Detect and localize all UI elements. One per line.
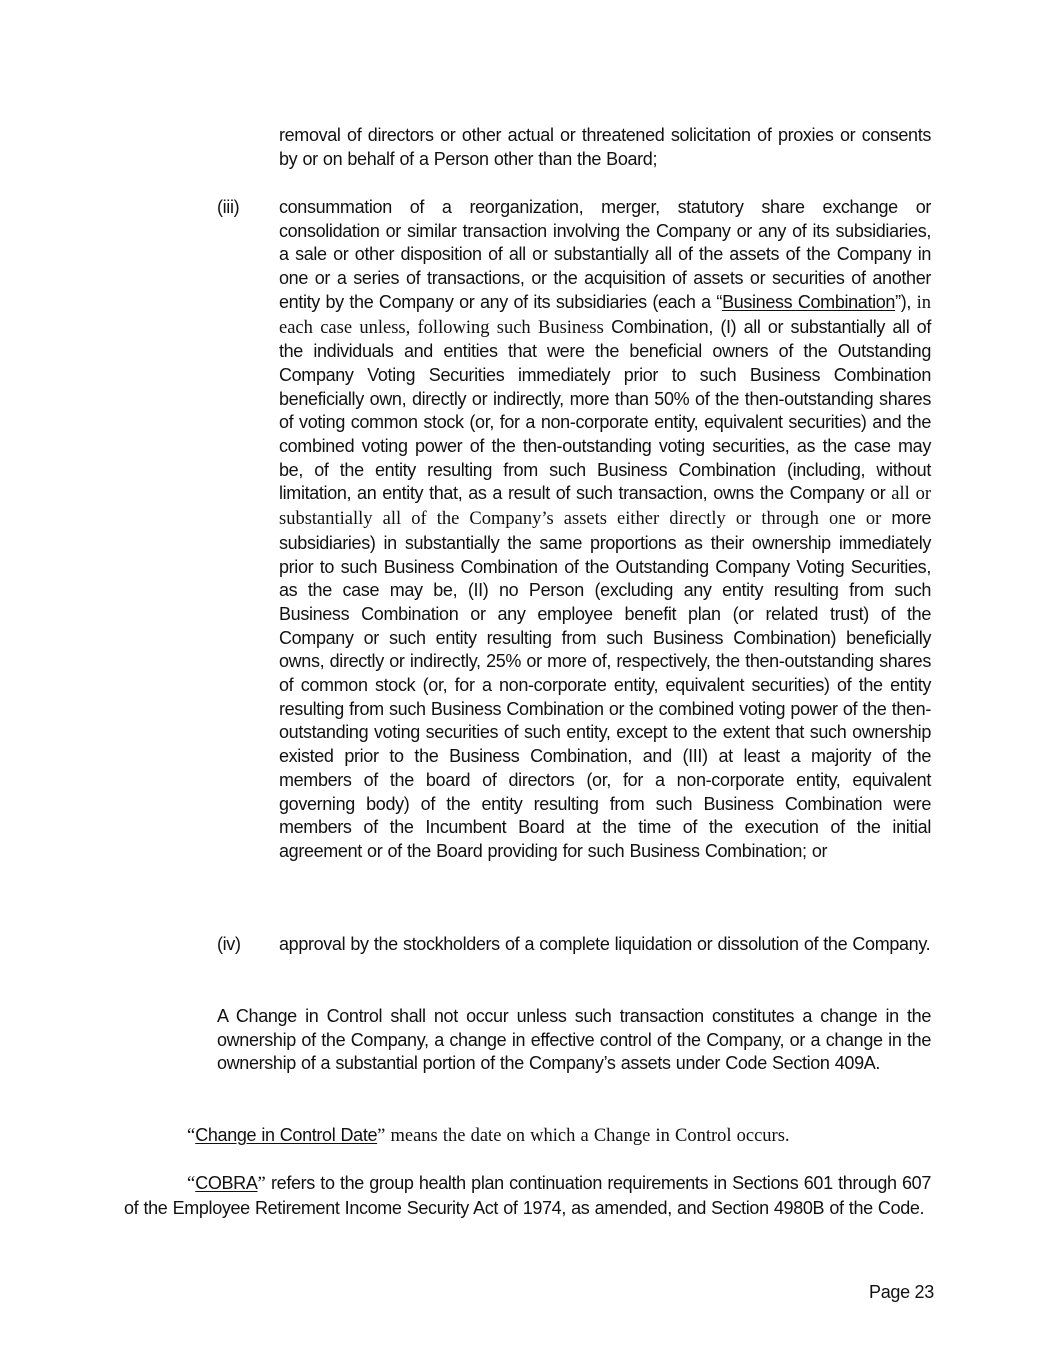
- defined-term-change-in-control-date: Change in Control Date: [195, 1125, 378, 1145]
- item-iii-text-part3: more subsidiaries) in substantially the same proportions as their ownership immediately prior to such Business Combination of the Outstanding Company Voting Securities, as the case may be, (II) no Person (excluding any entity resulting from such Business Combination or any employee benefit plan (or related trust) of the Company or such entity resulting from such Business Combination) beneficially owns, directly or indirectly, 25% or more of, respectively, the then-outstanding shares of common stock (or, for a non-corporate entity, equivalent securities) of the entity resulting from such Business Combination or the combined voting power of the then-outstanding voting securities of such entity, except to the extent that such ownership existed prior to the Business Combination, and (III) at least a majority of the members of the board of directors (or, for a non-corporate entity, equivalent governing body) of the entity resulting from such Business Combination were members of the Incumbent Board at the time of the execution of the initial agreement or of the Board providing for such Business Combination; or: [279, 508, 932, 861]
- item-label-iv: (iv): [217, 934, 241, 954]
- open-quote: “: [187, 1174, 196, 1194]
- defined-term-business-combination: Business Combination: [722, 291, 896, 312]
- item-iii-text-part1: consummation of a reorganization, merger, statutory share exchange or consolidation or similar transaction involving the Company or any of its subsidiaries, a sale or other disposition of all or substantially all of the assets of the Company in one or a series of transactions, or the acquisition of assets or securities of another entity by the Company or any of its subsidiaries (each a: [279, 197, 931, 312]
- open-quote: “: [187, 1126, 196, 1146]
- open-quote: “: [716, 291, 723, 312]
- close-quote: ”: [377, 1126, 386, 1146]
- defined-term-cobra: COBRA: [195, 1173, 258, 1193]
- definition-text: refers to the group health plan continuation requirements in Sections 601 through 607 of the Employee Retirement Income Security Act of 1974, as amended, and Section 4980B of the Code.: [124, 1173, 931, 1218]
- close-quote: ”),: [895, 291, 917, 312]
- definition-text: means the date on which a Change in Control occurs.: [385, 1126, 790, 1146]
- item-iii-paragraph: [279, 196, 931, 864]
- item-iv-paragraph: approval by the stockholders of a complete liquidation or dissolution of the Company.: [279, 934, 931, 954]
- change-in-control-note: A Change in Control shall not occur unless such transaction constitutes a change in the ownership of the Company, a change in effective control of the Company, or a change in the ownership of a substantial portion of the Company’s assets under Code Section 409A.: [217, 1006, 931, 1074]
- item-iii-serif-text-2: all or substantially all of the Company’s assets either directly or through one or: [279, 484, 931, 530]
- page-number: Page 23: [869, 1282, 934, 1302]
- item-iii-serif-text: in each case unless, following such Business: [279, 292, 931, 338]
- item-iii-text-part2: Combination, (I) all or substantially all of the individuals and entities that were the beneficial owners of the Outstanding Company Voting Securities immediately prior to such Business Combination beneficially own, directly or indirectly, more than 50% of the then-outstanding shares of voting common stock (or, for a non-corporate entity, equivalent securities) and the combined voting power of the then-outstanding voting securities, as the case may be, of the entity resulting from such Business Combination (including, without limitation, an entity that, as a result of such transaction, owns the Company or: [279, 316, 931, 504]
- definition-change-in-control-date: [124, 1124, 931, 1149]
- close-quote: ”: [257, 1174, 266, 1194]
- item-label-iii: (iii): [217, 197, 240, 217]
- continuation-paragraph: removal of directors or other actual or threatened solicitation of proxies or consents by or on behalf of a Person other than the Board;: [279, 125, 931, 169]
- definition-cobra: [124, 1172, 931, 1220]
